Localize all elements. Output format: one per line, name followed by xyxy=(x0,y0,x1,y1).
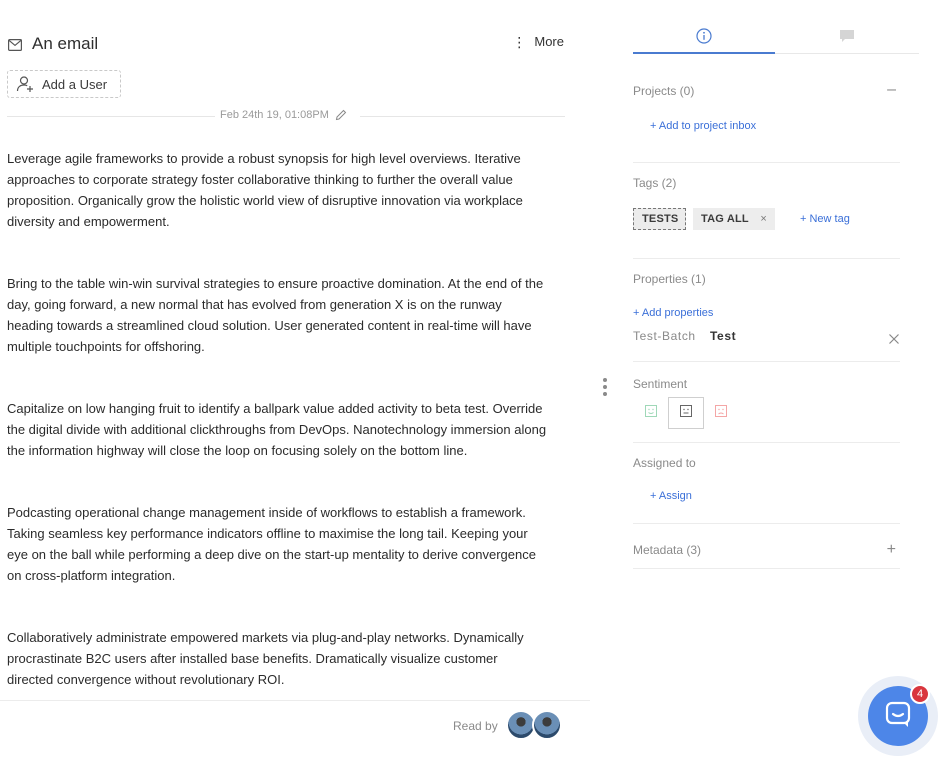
property-value[interactable]: Test xyxy=(710,329,737,343)
projects-section xyxy=(633,80,900,163)
envelope-icon xyxy=(7,37,23,53)
dot xyxy=(603,385,607,389)
add-to-project-link[interactable]: + Add to project inbox xyxy=(650,120,757,132)
tag-label: TESTS xyxy=(642,213,679,225)
tab-info[interactable] xyxy=(633,24,775,54)
tag-chip[interactable] xyxy=(633,208,686,230)
chat-bubble-icon xyxy=(884,700,912,733)
add-properties-link[interactable]: + Add properties xyxy=(633,307,714,319)
tag-label: TAG ALL xyxy=(701,213,749,225)
dot xyxy=(603,378,607,382)
add-user-button[interactable] xyxy=(7,70,121,98)
message-footer xyxy=(0,700,590,760)
message-paragraph: Capitalize on low hanging fruit to identify a ballpark value added activity to beta test. Override the digital divide with additional clickthroughs from DevOps. Nanotechnology immersion along the information highway will close the loop on focusing solely on the bottom line. xyxy=(7,401,547,458)
page-title: An email xyxy=(32,34,99,53)
message-body xyxy=(7,148,547,700)
tags-section xyxy=(633,163,900,259)
avatar[interactable] xyxy=(532,710,562,740)
badge-count: 4 xyxy=(916,688,924,700)
notification-badge xyxy=(910,684,930,704)
reader-avatars xyxy=(506,710,558,740)
collapse-button[interactable]: – xyxy=(887,81,896,98)
pane-resize-handle[interactable] xyxy=(603,378,609,396)
sentiment-title: Sentiment xyxy=(633,377,688,391)
message-paragraph: Leverage agile frameworks to provide a robust synopsis for high level overviews. Iterative approaches to corporate strategy foster collaborative thinking to further the overall value proposition. Organically grow the holistic world view of disruptive innovation via workplace diversity and empowerment. xyxy=(7,151,523,229)
read-by-label: Read by xyxy=(453,719,498,733)
assigned-section xyxy=(633,443,900,524)
timestamp-group xyxy=(220,109,347,121)
tags-title: Tags (2) xyxy=(633,176,677,190)
message-paragraph: Collaboratively administrate empowered markets via plug-and-play networks. Dynamically procrastinate B2C users after installed base benefits. Dramatically visualize customer directed convergence without revolutionary ROI. xyxy=(7,630,524,687)
divider xyxy=(360,116,565,117)
tag-chip[interactable] xyxy=(693,208,775,230)
sentiment-neutral-button[interactable] xyxy=(668,397,704,429)
add-user-icon xyxy=(16,75,34,93)
chat-widget-button[interactable] xyxy=(858,676,938,756)
divider xyxy=(7,116,215,117)
projects-title: Projects (0) xyxy=(633,84,695,98)
sidebar-tabs xyxy=(633,24,919,54)
add-user-label: Add a User xyxy=(42,76,108,92)
new-tag-link[interactable]: + New tag xyxy=(800,213,850,225)
metadata-section xyxy=(633,524,900,569)
properties-section xyxy=(633,259,900,362)
more-button[interactable] xyxy=(512,34,564,49)
pencil-icon[interactable] xyxy=(335,109,347,121)
more-vertical-icon: ⋮ xyxy=(512,33,527,50)
message-timestamp: Feb 24th 19, 01:08PM xyxy=(220,109,329,121)
info-icon xyxy=(696,28,712,49)
assign-link[interactable]: + Assign xyxy=(650,490,692,502)
remove-tag-icon[interactable]: × xyxy=(760,213,767,225)
neutral-face-icon xyxy=(680,404,692,422)
metadata-title: Metadata (3) xyxy=(633,543,702,557)
tab-comments[interactable] xyxy=(776,24,918,54)
details-sidebar xyxy=(633,0,919,760)
message-timestamp-bar xyxy=(7,108,565,124)
comment-icon xyxy=(839,29,855,49)
message-paragraph: Podcasting operational change management inside of workflows to establish a framework. Taking seamless key performance indicators offline to maximise the long tail. Keeping your eye on the ball while performing a deep dive on the start-up mentality to derive convergence on cross-platform integration. xyxy=(7,505,536,583)
sentiment-section xyxy=(633,362,900,443)
properties-title: Properties (1) xyxy=(633,272,706,286)
message-header xyxy=(7,32,567,56)
expand-button[interactable]: + xyxy=(886,541,896,558)
more-label: More xyxy=(534,34,564,49)
message-paragraph: Bring to the table win-win survival strategies to ensure proactive domination. At the end of the day, going forward, a new normal that has evolved from generation X is on the runway heading towards a streamlined cloud solution. User generated content in real-time will have multiple touchpoints for offshoring. xyxy=(7,276,544,354)
close-icon[interactable] xyxy=(888,332,900,344)
frown-icon xyxy=(715,404,727,422)
sentiment-negative-button[interactable] xyxy=(703,397,739,429)
assigned-title: Assigned to xyxy=(633,456,696,470)
dot xyxy=(603,392,607,396)
property-key: Test-Batch xyxy=(633,329,696,343)
sentiment-positive-button[interactable] xyxy=(633,397,669,429)
smile-icon xyxy=(645,404,657,422)
